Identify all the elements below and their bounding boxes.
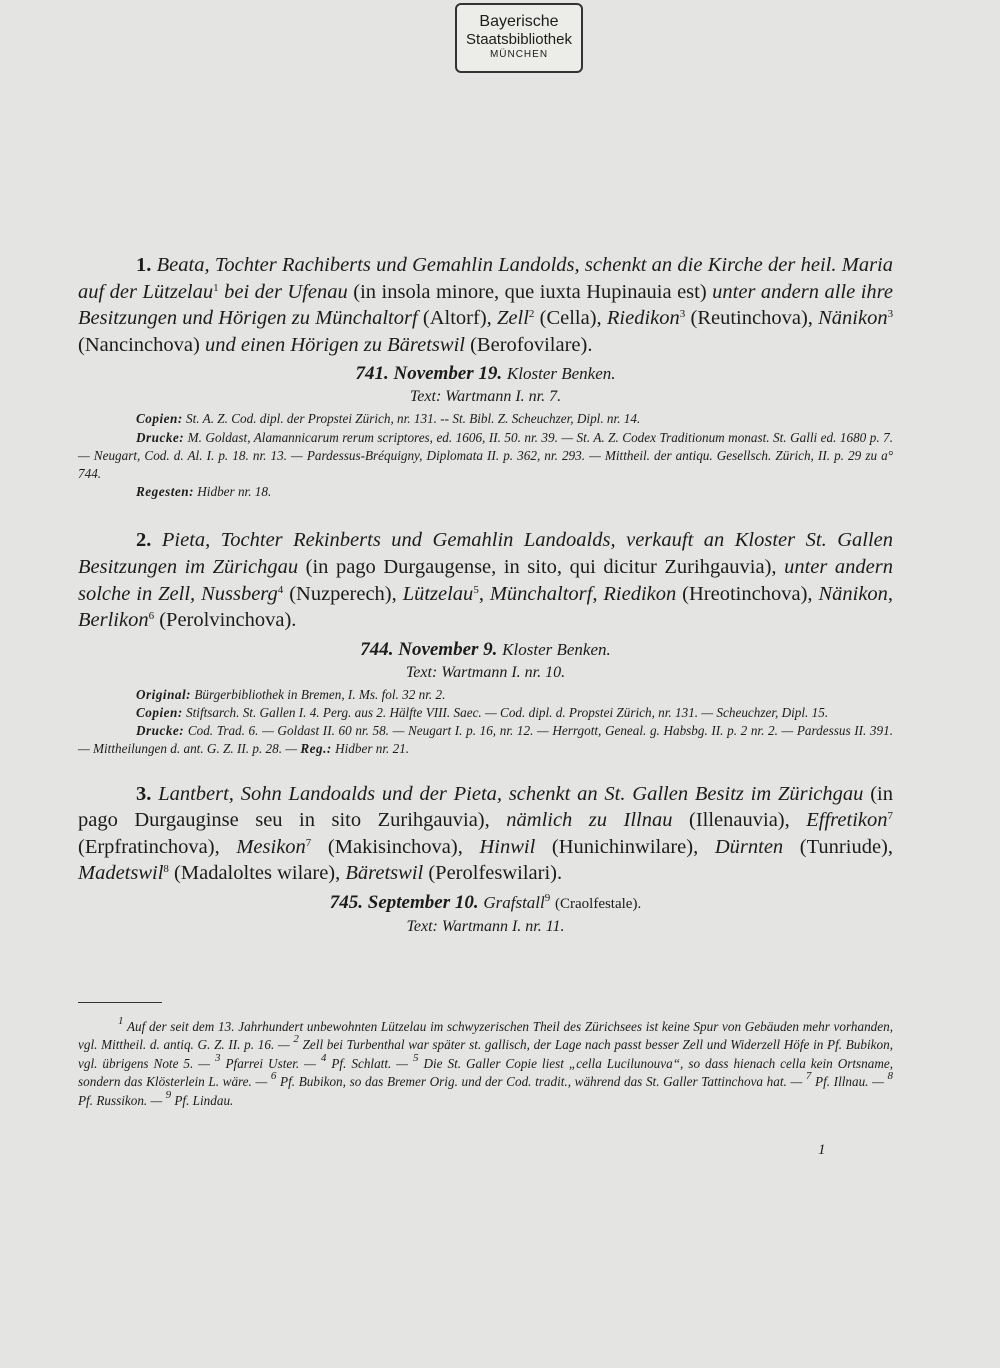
entry-1-latin: (Reutinchova), [690,307,813,330]
footnote-number: 4 [320,1051,327,1064]
footnote-ref: 3 [679,308,686,321]
entry-1-latin: (Nancinchova) [78,333,200,356]
entry-3-place-latin: (Craolfestale). [555,895,642,912]
footnote-ref: 8 [163,863,169,876]
entry-1-date-line [78,362,893,386]
original-label: Original: [136,686,192,702]
footnote-number: 8 [887,1070,894,1083]
footnote-text: Pf. Russikon. — [78,1092,163,1108]
stamp-line-3: MÜNCHEN [489,49,549,60]
drucke-label: Drucke: [136,723,185,739]
entry-2-text: Pieta, Tochter Rekinberts und Gemahlin Landoalds, verkauft an Kloster St. Gallen Besitzungen im Zürichgau [78,529,893,578]
entry-2-text: unter andern solche in Zell, Nussberg [78,555,893,605]
entry-3-text-ref: Text: Wartmann I. nr. 11. [406,917,565,935]
footnote-number: 7 [805,1070,812,1083]
entry-3-place: Grafstall [483,892,545,912]
footnote-ref: 5 [473,583,479,596]
footnote-number: 1 [118,1015,124,1027]
entry-1-number: 1. [136,254,152,276]
entry-3-number: 3. [136,782,152,805]
footnote-ref: 4 [277,583,284,596]
entry-2-copien [78,704,893,722]
footnote-text: Pfarrei Uster. — [225,1055,316,1071]
entry-2-text: Nänikon, Berlikon [78,582,894,632]
stamp-line-2: Staatsbibliothek [466,31,572,48]
footnote-ref: 2 [528,308,535,321]
entry-2-text: Lützelau [402,582,474,605]
entry-2-date-line [78,638,893,662]
entry-3-date-line [78,891,893,916]
footnote-text: Zell bei Turbenthal war später st. gallisch, der Lage nach passt besser Zell und Widerzell Höfe in Pf. Bubikon, vgl. übrigens Note 5. — [78,1037,893,1071]
footnote-text: Pf. Lindau. [174,1092,234,1108]
entry-1-drucke [78,429,893,484]
regesten-text: Hidber nr. 18. [197,484,272,500]
drucke-label: Drucke: [136,429,185,445]
footnote-number: 3 [214,1051,221,1064]
footnote-number: 6 [270,1070,277,1083]
copien-label: Copien: [136,704,183,720]
entry-1-place: Kloster Benken. [506,364,616,384]
footnote-number: 5 [412,1051,419,1064]
footnote-ref: 9 [544,891,551,904]
entry-2-summary [78,527,893,633]
drucke-text: Cod. Trad. 6. — Goldast II. 60 nr. 58. — Neugart I. p. 16, nr. 12. — Herrgott, Geneal. g. Habsbg. II. p. 2 nr. 2. — Pardessus II. 391. — Mittheilungen d. ant. G. Z. II. p. 28. — [78,723,893,757]
copien-label: Copien: [136,411,183,427]
entry-3-latin: (Tunriude), [799,835,893,858]
entry-3-text: nämlich zu Illnau [506,809,673,832]
entry-3-text: Lantbert, Sohn Landoalds und der Pieta, schenkt an St. Gallen Besitz im Zürichgau [158,782,864,805]
entry-2-year: 744. [360,638,394,660]
reg-label: Reg.: [300,741,332,757]
footnote-text: Auf der seit dem 13. Jahrhundert unbewohnten Lützelau im schwyzerischen Theil des Zürichsees ist keine Spur von Gebäuden mehr vorhanden, vgl. Mittheil. d. antiq. G. Z. II. p. 16. — [78,1019,893,1053]
entry-3-text: Bäretswil [345,862,424,885]
entry-1-copien [78,410,893,428]
page-number: 1 [818,1142,826,1158]
original-text: Bürgerbibliothek in Bremen, I. Ms. fol. 32 nr. 2. [194,686,446,702]
entry-2-latin: (Perolvinchova). [159,609,297,632]
footnote-text: Pf. Schlatt. — [331,1055,408,1071]
entry-1-latin: (Altorf), [422,307,492,330]
entry-3-summary [78,781,893,887]
entry-3-date: September 10. [367,891,479,913]
entry-3-latin: (Makisinchova), [327,835,463,858]
entry-2-drucke [78,722,893,758]
footnote-ref: 7 [305,836,312,849]
entry-1-year: 741. [355,363,389,385]
reg-text: Hidber nr. 21. [335,741,410,757]
entry-3-latin: (Hunichinwilare), [551,835,699,858]
entry-1-latin: (in insola minore, que iuxta Hupinauia est) [353,280,707,303]
entry-1-summary [78,252,893,358]
entry-1-text: Beata, Tochter Rachiberts und Gemahlin Landolds, schenkt an die Kirche der heil. Maria auf der Lützelau [78,254,894,303]
entry-2-text: Münchaltorf, Riedikon [489,582,677,605]
entry-1-regesten [78,483,893,501]
entry-1-text: Riedikon [606,307,680,330]
entry-3-text: Effretikon [806,809,888,832]
library-stamp [455,3,583,73]
footnote-text: Pf. Bubikon, so das Bremer Orig. und der Cod. tradit., während das St. Galler Tattinchova hat. — [280,1074,803,1090]
entry-2-number: 2. [136,529,152,552]
entry-3-year: 745. [329,891,364,913]
entry-2-latin: (Hreotinchova), [682,582,813,605]
copien-text: Stiftsarch. St. Gallen I. 4. Perg. aus 2. Hälfte VIII. Saec. — Cod. dipl. d. Propstei Zürich, nr. 131. — Scheuchzer, Dipl. 15. [186,704,829,720]
entry-1-text-ref: Text: Wartmann I. nr. 7. [409,388,562,406]
drucke-text: M. Goldast, Alamannicarum rerum scriptores, ed. 1606, II. 50. nr. 39. — St. A. Z. Codex Traditionum monast. St. Galli ed. 1680 p. 7. — Neugart, Cod. d. Al. I. p. 18. nr. 13. — Pardessus-Bréquigny, Diplomata II. p. 362, nr. 293. — Mittheil. der antiqu. Gesellsch. Zürich, II. p. 29 zu a° 744. [78,429,894,481]
entry-1-text: unter andern alle ihre Besitzungen und Hörigen zu Münchaltorf [78,280,893,330]
footnote-text: Die St. Galler Copie liest „cella Lucilunouva“, so dass hienach cella kein Ortsname, sondern das Klösterlein L. wäre. — [78,1055,894,1090]
entry-2-place: Kloster Benken. [502,639,611,659]
copien-text: St. A. Z. Cod. dipl. der Propstei Zürich, nr. 131. -- St. Bibl. Z. Scheuchzer, Dipl. nr. 14. [186,411,641,427]
entry-2-date: November 9. [398,638,498,660]
entry-1-latin: (Cella), [539,307,602,330]
entry-3-latin: (Illenauvia), [689,809,790,832]
entry-1-text: Nänikon [818,307,888,330]
entry-1-text: Zell [497,307,529,330]
entry-1-text: bei der Ufenau [224,280,348,303]
entry-3-text: Mesikon [236,835,306,858]
footnote-ref: 6 [148,610,155,623]
document-body [78,252,893,940]
footnote-ref: 1 [213,281,219,294]
entry-3-latin: (Perolfeswilari). [428,862,563,885]
entry-3-latin: (in pago Durgauginse seu in sito Zurihgauvia), [78,782,893,832]
regesten-label: Regesten: [136,484,194,500]
entry-3-latin: (Madaloltes wilare), [174,862,341,885]
entry-1-latin: (Berofovilare). [470,333,593,356]
entry-2-text-ref: Text: Wartmann I. nr. 10. [405,663,566,681]
entry-2-latin: (Nuzperech), [289,582,397,605]
footnote-divider [78,1002,162,1003]
footnote-ref: 7 [887,810,893,823]
entry-3-text: Dürnten [714,835,784,858]
footnote-number: 2 [293,1033,299,1046]
entry-2-original [78,686,893,704]
entry-3-text: Madetswil [78,862,164,885]
footnote-number: 9 [165,1088,172,1101]
stamp-line-1: Bayerische [479,13,559,30]
entry-2-latin: (in pago Durgaugense, in sito, qui dicitur Zurihgauvia), [305,555,777,578]
footnote-text: Pf. Illnau. — [815,1074,884,1090]
entry-1-text: und einen Hörigen zu Bäretswil [204,333,465,356]
footnote-ref: 3 [887,308,894,321]
entry-2-punct: , [478,582,484,605]
footnotes [78,1015,894,1110]
entry-3-latin: (Erpfratinchova), [78,835,220,858]
entry-1-date: November 19. [393,363,503,385]
entry-3-text: Hinwil [479,835,536,858]
